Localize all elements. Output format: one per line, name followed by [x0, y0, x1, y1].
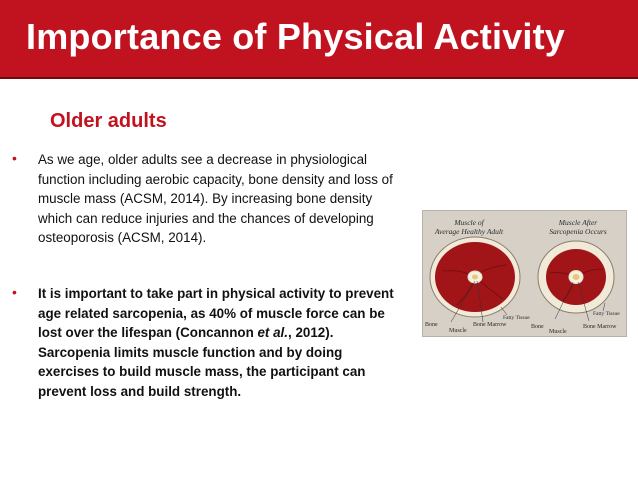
- label-muscle-right: Muscle: [549, 329, 567, 335]
- bullet-text-2-part2: , 2012). Sarcopenia limits muscle function and by doing exercises to build muscle mass, the participant can prevent loss and build strength.: [38, 325, 366, 399]
- slide-title: Importance of Physical Activity: [26, 16, 566, 57]
- label-muscle-left: Muscle: [449, 328, 467, 334]
- bullet-text-2-part1: It is important to take part in physical activity to prevent age related sarcopenia, as 40% of muscle force can be lost over the lifespan (Concannon: [38, 286, 394, 340]
- bullet-text-2-italic: et al.: [257, 325, 288, 340]
- title-bar: [0, 0, 638, 79]
- section-subheading: Older adults: [50, 110, 167, 132]
- label-marrow-left: Bone Marrow: [473, 322, 507, 328]
- left-caption-line1: Muscle of: [454, 218, 484, 227]
- bullet-marker-1: •: [12, 150, 17, 166]
- label-bone-right: Bone: [531, 324, 544, 330]
- sarcopenia-muscle-cross-section: [538, 241, 614, 321]
- right-caption-line1: Muscle After: [558, 218, 598, 227]
- bullet-text-2: [38, 284, 398, 401]
- label-bone-left: Bone: [425, 322, 438, 328]
- bullet-marker-2: •: [12, 284, 17, 300]
- label-fatty-right: Fatty Tissue: [593, 311, 620, 317]
- right-caption-line2: Sarcopenia Occurs: [549, 227, 607, 236]
- muscle-cross-section-illustration: [423, 211, 626, 336]
- label-fatty-left: Fatty Tissue: [503, 315, 530, 321]
- label-marrow-right: Bone Marrow: [583, 324, 617, 330]
- sarcopenia-figure: [422, 210, 627, 337]
- bullet-text-1: As we age, older adults see a decrease in physiological function including aerobic capacity, bone density and loss of muscle mass (ACSM, 2014). By increasing bone density which can reduce injuries and the chances of developing osteoporosis (ACSM, 2014).: [38, 152, 393, 245]
- healthy-muscle-cross-section: [430, 237, 520, 322]
- left-caption-line2: Average Healthy Adult: [434, 227, 504, 236]
